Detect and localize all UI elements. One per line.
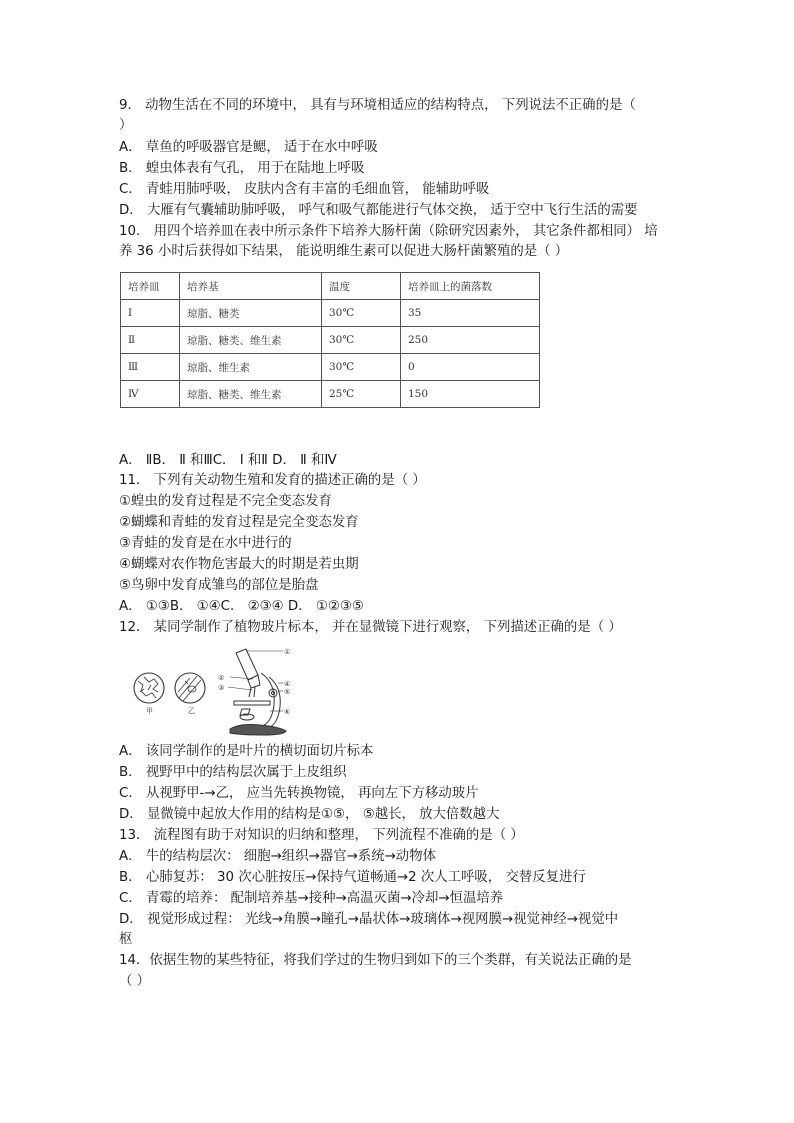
table-cell: 35 <box>401 300 540 327</box>
q13-stem: 13． 流程图有助于对知识的归纳和整理， 下列流程不准确的是（ ） <box>119 828 524 843</box>
table-row <box>121 381 540 408</box>
table-cell: 25℃ <box>322 381 401 408</box>
callout-label: ⑥ <box>284 708 291 716</box>
table-cell: Ⅳ <box>121 381 180 408</box>
table-header: 培养皿 <box>121 273 180 300</box>
callout-label: ④ <box>284 680 291 688</box>
microscope-drawing <box>230 649 286 735</box>
q12-option-d: D． 显微镜中起放大作用的结构是①⑤， ⑤越长， 放大倍数越大 <box>119 807 500 822</box>
field-of-view-yi <box>175 673 205 703</box>
table-cell: 琼脂、维生素 <box>180 354 322 381</box>
q14-stem-cont: （ ） <box>119 974 151 989</box>
q11-item: ②蝴蝶和青蛙的发育过程是完全变态发育 <box>119 515 359 530</box>
q12-stem: 12． 某同学制作了植物玻片标本， 并在显微镜下进行观察， 下列描述正确的是（ ） <box>119 620 622 635</box>
table-cell: 30℃ <box>322 327 401 354</box>
label-yi: 乙 <box>188 707 195 715</box>
q11-options: A． ①③B． ①④C． ②③④ D． ①②③⑤ <box>119 599 364 614</box>
q11-stem: 11． 下列有关动物生殖和发育的描述正确的是（ ） <box>119 473 426 488</box>
q13-option-d: D． 视觉形成过程： 光线→角膜→瞳孔→晶状体→玻璃体→视网膜→视觉神经→视觉中 <box>119 912 619 927</box>
q12-option-b: B． 视野甲中的结构层次属于上皮组织 <box>119 765 347 780</box>
table-cell: 0 <box>401 354 540 381</box>
q12-option-a: A． 该同学制作的是叶片的横切面切片标本 <box>119 744 374 759</box>
q13-option-a: A． 牛的结构层次： 细胞→组织→器官→系统→动物体 <box>119 849 436 864</box>
q9-option-c: C． 青蛙用肺呼吸， 皮肤内含有丰富的毛细血管， 能辅助呼吸 <box>119 182 490 197</box>
table-cell: 30℃ <box>322 300 401 327</box>
q11-item: ③青蛙的发育是在水中进行的 <box>119 536 292 551</box>
table-header-row <box>121 273 540 300</box>
microscope-figure <box>130 645 300 737</box>
q12-option-c: C． 从视野甲-→乙， 应当先转换物镜， 再向左下方移动玻片 <box>119 786 479 801</box>
table-header: 培养皿上的菌落数 <box>401 273 540 300</box>
table-cell: 250 <box>401 327 540 354</box>
callout-label: ① <box>284 648 291 656</box>
table-row <box>121 327 540 354</box>
callout-label: ③ <box>218 684 225 692</box>
table-cell: 30℃ <box>322 354 401 381</box>
q10-options: A． ⅡB． Ⅱ 和ⅢC． Ⅰ 和Ⅱ D． Ⅱ 和Ⅳ <box>119 453 337 468</box>
q9-option-a: A． 草鱼的呼吸器官是鳃， 适于在水中呼吸 <box>119 140 378 155</box>
table-cell: Ⅰ <box>121 300 180 327</box>
field-of-view-jia <box>134 673 164 703</box>
callout-lines <box>228 651 283 711</box>
q14-stem: 14．依据生物的某些特征，将我们学过的生物归到如下的三个类群，有关说法正确的是 <box>119 953 632 968</box>
label-jia: 甲 <box>146 707 153 715</box>
culture-table <box>120 272 540 408</box>
q13-option-c: C． 青霉的培养： 配制培养基→接种→高温灭菌→冷却→恒温培养 <box>119 891 504 906</box>
q10-stem: 10． 用四个培养皿在表中所示条件下培养大肠杆菌（除研究因素外， 其它条件都相同） 培 <box>119 224 658 239</box>
q13-option-d-cont: 枢 <box>119 932 133 947</box>
q10-stem-cont: 养 36 小时后获得如下结果， 能说明维生素可以促进大肠杆菌繁殖的是（ ） <box>119 244 569 259</box>
table-header: 培养基 <box>180 273 322 300</box>
q9-option-d: D． 大雁有气囊辅助肺呼吸， 呼气和吸气都能进行气体交换， 适于空中飞行生活的需要 <box>119 203 638 218</box>
q9-stem: 9． 动物生活在不同的环境中， 具有与环境相适应的结构特点， 下列说法不正确的是（ <box>119 98 636 113</box>
table-cell: Ⅲ <box>121 354 180 381</box>
q11-item: ⑤鸟卵中发育成雏鸟的部位是胎盘 <box>119 578 319 593</box>
callout-label: ② <box>218 674 225 682</box>
table-header: 温度 <box>322 273 401 300</box>
q11-item: ④蝴蝶对农作物危害最大的时期是若虫期 <box>119 557 359 572</box>
callout-label: ⑤ <box>284 688 291 696</box>
table-cell: 琼脂、糖类、维生素 <box>180 381 322 408</box>
q11-item: ①蝗虫的发育过程是不完全变态发育 <box>119 494 332 509</box>
q13-option-b: B． 心肺复苏： 30 次心脏按压→保持气道畅通→2 次人工呼吸， 交替反复进行 <box>119 870 586 885</box>
table-row <box>121 354 540 381</box>
table-cell: 150 <box>401 381 540 408</box>
q9-stem-cont: ） <box>119 118 133 133</box>
table-cell: 琼脂、糖类、维生素 <box>180 327 322 354</box>
table-cell: Ⅱ <box>121 327 180 354</box>
q9-option-b: B． 蝗虫体表有气孔， 用于在陆地上呼吸 <box>119 161 365 176</box>
table-row <box>121 300 540 327</box>
table-cell: 琼脂、糖类 <box>180 300 322 327</box>
